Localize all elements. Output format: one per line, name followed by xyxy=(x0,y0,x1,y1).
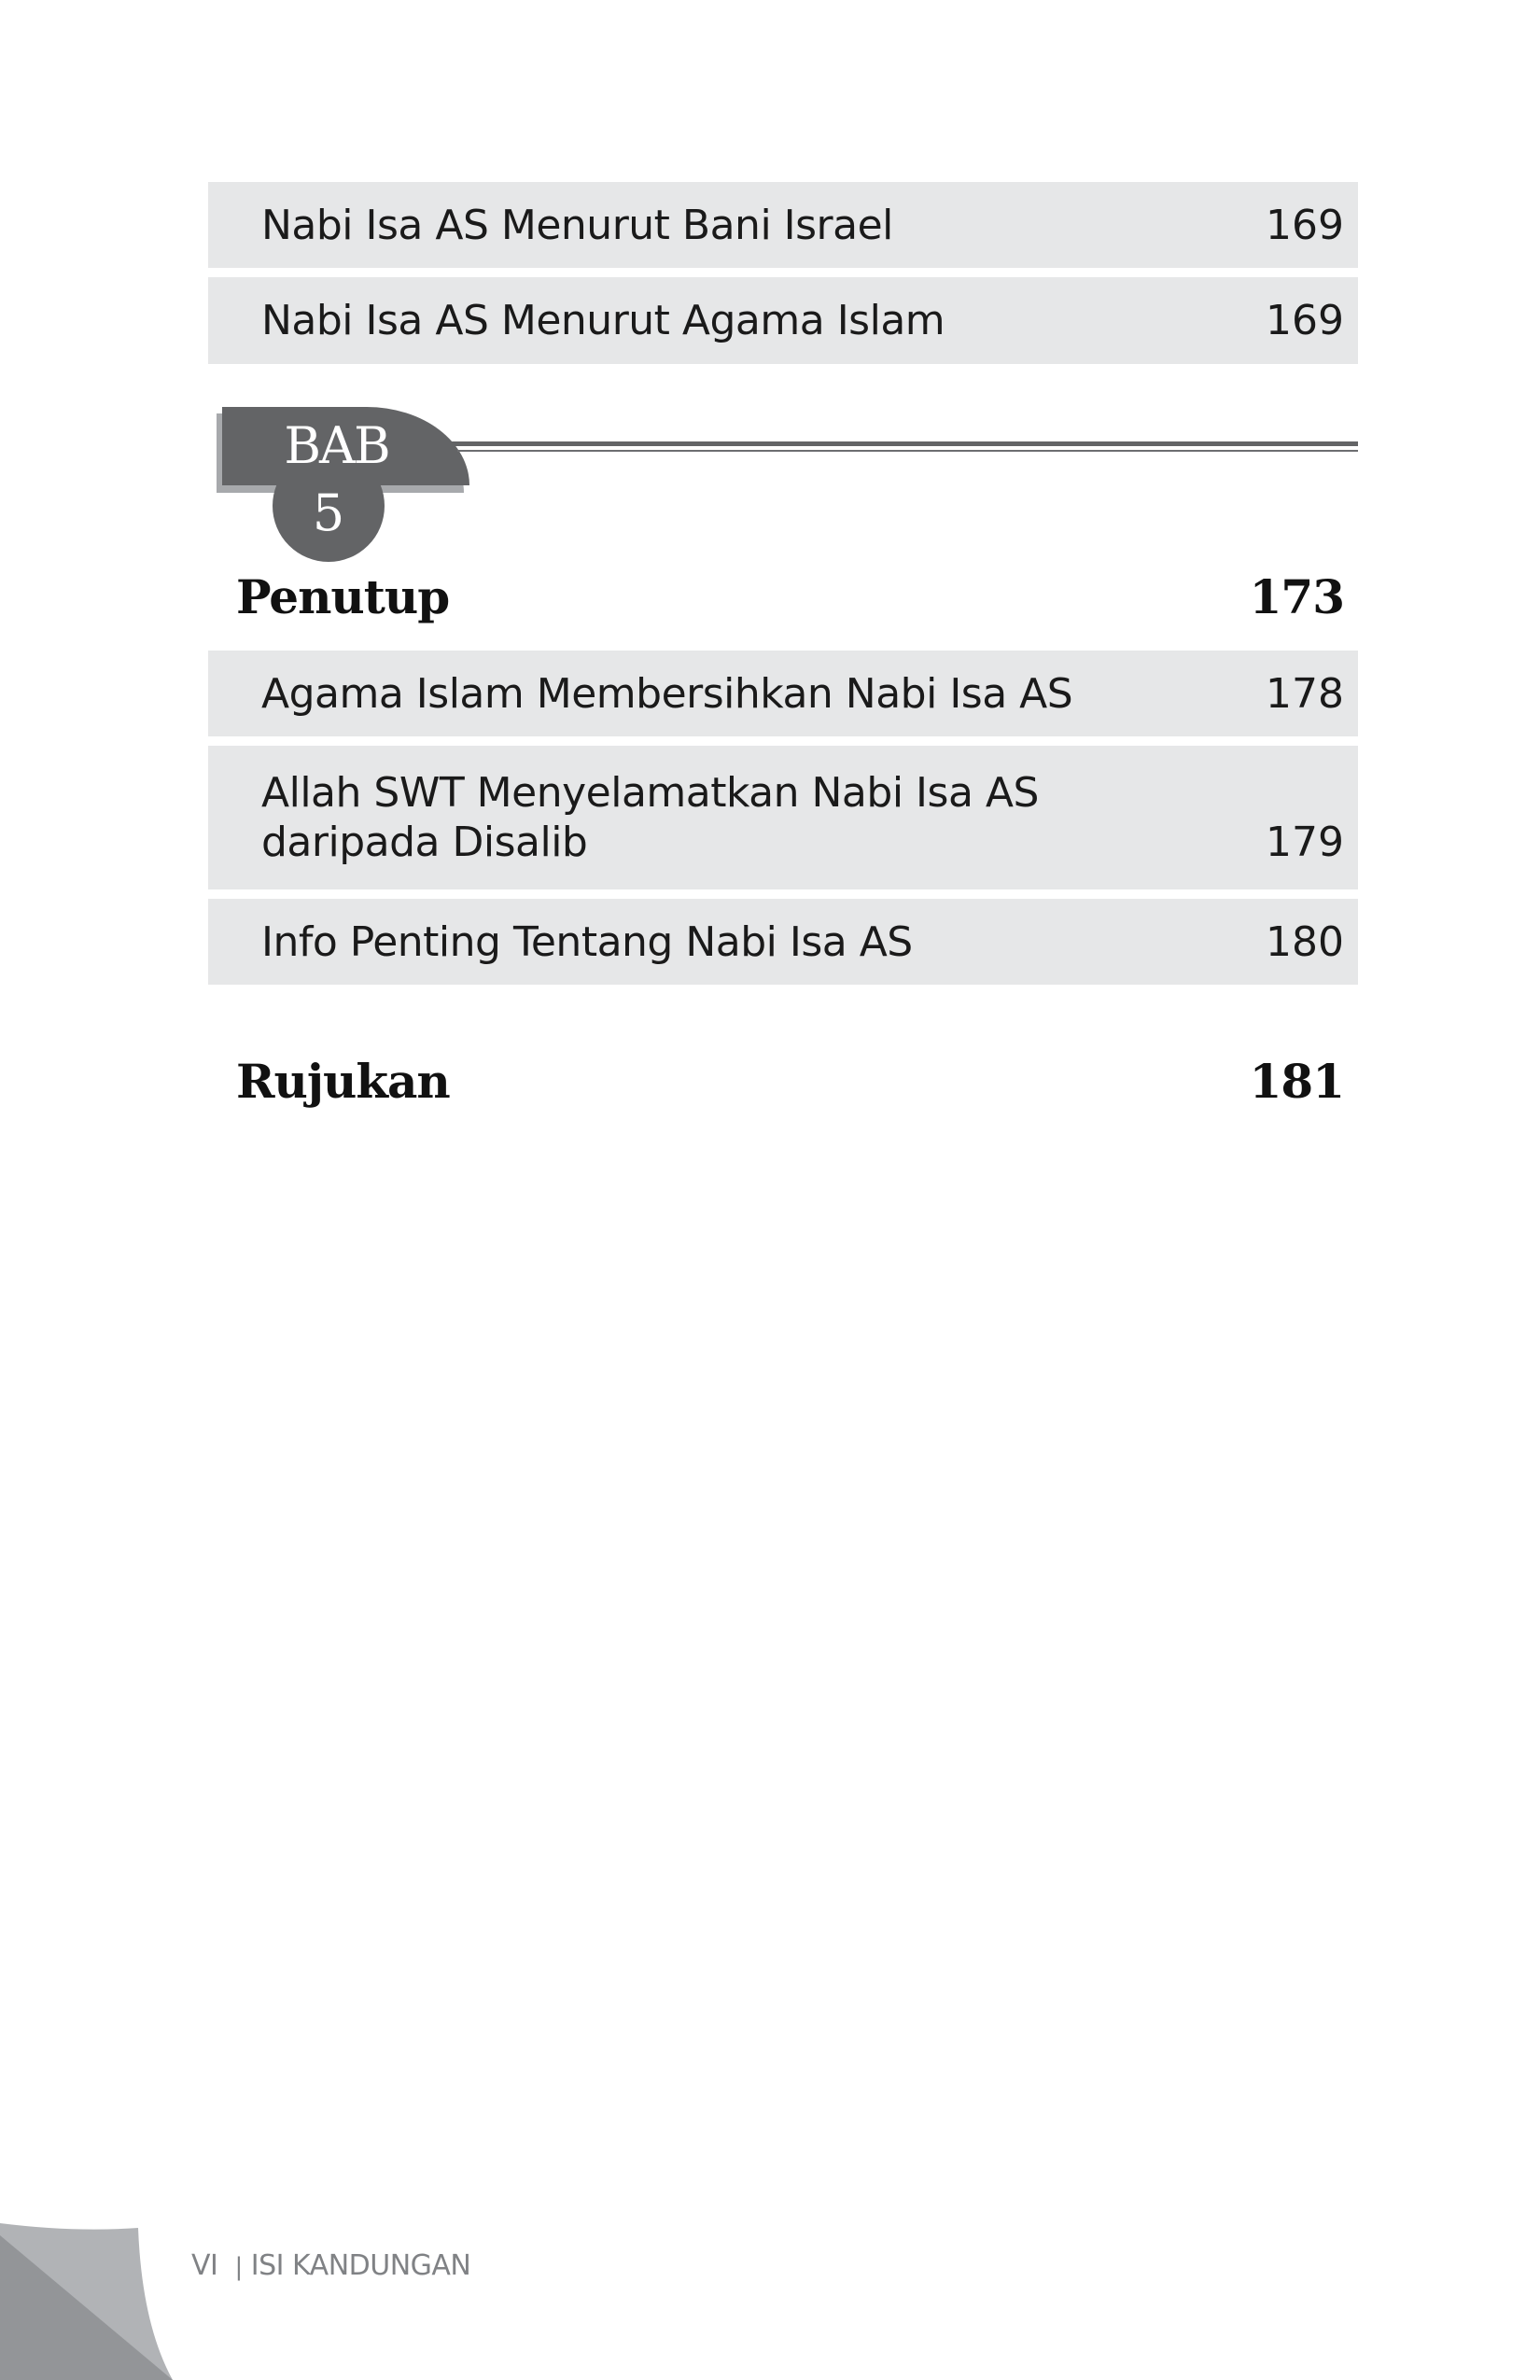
divider-rule-thin xyxy=(457,450,1358,452)
references-title[interactable]: Rujukan xyxy=(236,1054,450,1109)
chapter-title[interactable]: Penutup xyxy=(236,569,450,624)
badge-number: 5 xyxy=(312,483,345,542)
toc-entry-title: Agama Islam Membersihkan Nabi Isa AS xyxy=(261,670,1073,718)
toc-entry-page: 178 xyxy=(1266,670,1344,718)
chapter-page: 173 xyxy=(1249,569,1344,624)
toc-entry-title: Nabi Isa AS Menurut Agama Islam xyxy=(261,297,945,344)
badge-label: BAB xyxy=(284,416,389,475)
toc-entry[interactable] xyxy=(208,651,1358,736)
toc-entry-title: Info Penting Tentang Nabi Isa AS xyxy=(261,918,913,966)
toc-entry[interactable] xyxy=(208,899,1358,985)
toc-entry-title-line2: daripada Disalib xyxy=(261,819,588,866)
toc-entry-page: 169 xyxy=(1266,202,1344,249)
toc-entry-page: 180 xyxy=(1266,918,1344,966)
toc-entry-title-line1: Allah SWT Menyelamatkan Nabi Isa AS xyxy=(261,769,1039,817)
footer-separator: | xyxy=(234,2253,243,2281)
references-page: 181 xyxy=(1249,1054,1344,1109)
toc-entry[interactable] xyxy=(208,277,1358,364)
toc-entry[interactable] xyxy=(208,182,1358,268)
toc-entry[interactable] xyxy=(208,746,1358,889)
divider-rule-thick xyxy=(448,441,1358,446)
toc-entry-page: 179 xyxy=(1266,819,1344,866)
page-curl-icon xyxy=(0,2212,177,2380)
footer-section-title: ISI KANDUNGAN xyxy=(250,2249,471,2282)
footer-page-number: VI xyxy=(191,2249,218,2282)
toc-entry-page: 169 xyxy=(1266,297,1344,344)
toc-entry-title: Nabi Isa AS Menurut Bani Israel xyxy=(261,202,893,249)
page-footer xyxy=(191,2249,470,2282)
